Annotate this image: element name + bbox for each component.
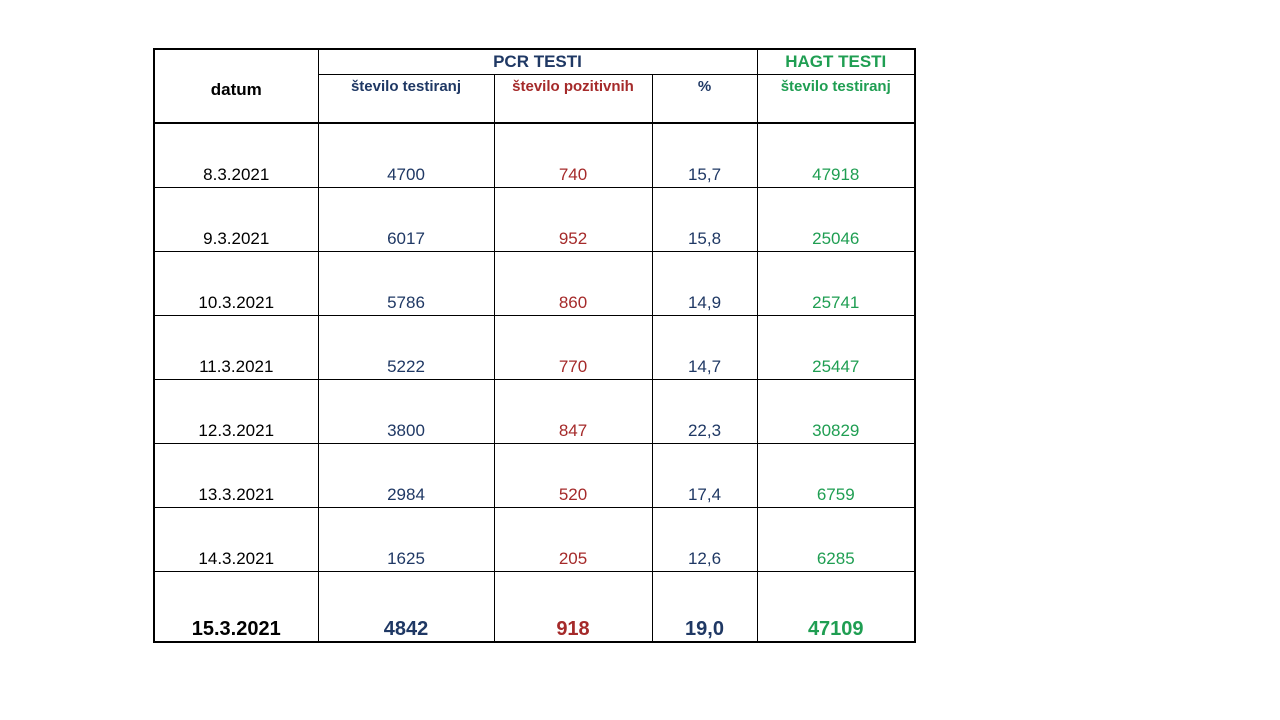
latest-pcr-positive-cell: 918 [494,572,652,643]
percent-cell: 17,4 [652,444,757,508]
percent-cell: 14,9 [652,252,757,316]
latest-hagt-tests-cell: 47109 [757,572,915,643]
pcr-positive-cell: 520 [494,444,652,508]
table-row [154,188,915,252]
pcr-tests-cell: 3800 [318,380,494,444]
hagt-tests-cell: 6285 [757,508,915,572]
percent-cell: 14,7 [652,316,757,380]
test-statistics-table [153,48,916,643]
percent-cell: 15,8 [652,188,757,252]
pcr-tests-cell: 1625 [318,508,494,572]
latest-day-row [154,572,915,643]
hagt-tests-cell: 30829 [757,380,915,444]
pcr-tests-cell: 6017 [318,188,494,252]
table-row [154,123,915,188]
pcr-tests-cell: 5786 [318,252,494,316]
header-group-row [154,49,915,75]
hagt-tests-cell: 25046 [757,188,915,252]
hagt-tests-cell: 25447 [757,316,915,380]
pcr-positive-count-header: število pozitivnih [494,75,652,124]
pcr-tests-cell: 5222 [318,316,494,380]
pcr-positive-cell: 205 [494,508,652,572]
date-cell: 9.3.2021 [154,188,318,252]
table-row [154,252,915,316]
pcr-positive-cell: 860 [494,252,652,316]
pcr-tests-count-header: število testiranj [318,75,494,124]
percent-cell: 12,6 [652,508,757,572]
date-cell: 8.3.2021 [154,123,318,188]
hagt-tests-count-header: število testiranj [757,75,915,124]
hagt-tests-cell: 25741 [757,252,915,316]
pcr-positive-cell: 952 [494,188,652,252]
table-row [154,444,915,508]
pcr-positive-cell: 770 [494,316,652,380]
percent-header: % [652,75,757,124]
test-statistics-sheet [153,48,916,643]
date-cell: 11.3.2021 [154,316,318,380]
latest-pcr-tests-cell: 4842 [318,572,494,643]
date-cell: 10.3.2021 [154,252,318,316]
hagt-tests-cell: 47918 [757,123,915,188]
pcr-positive-cell: 847 [494,380,652,444]
latest-percent-cell: 19,0 [652,572,757,643]
date-cell: 12.3.2021 [154,380,318,444]
table-row [154,380,915,444]
datum-header: datum [154,49,318,123]
latest-date-cell: 15.3.2021 [154,572,318,643]
table-row [154,316,915,380]
pcr-positive-cell: 740 [494,123,652,188]
pcr-tests-cell: 4700 [318,123,494,188]
pcr-tests-group-header: PCR TESTI [318,49,757,75]
hagt-tests-cell: 6759 [757,444,915,508]
date-cell: 14.3.2021 [154,508,318,572]
percent-cell: 22,3 [652,380,757,444]
percent-cell: 15,7 [652,123,757,188]
date-cell: 13.3.2021 [154,444,318,508]
pcr-tests-cell: 2984 [318,444,494,508]
hagt-tests-group-header: HAGT TESTI [757,49,915,75]
table-row [154,508,915,572]
